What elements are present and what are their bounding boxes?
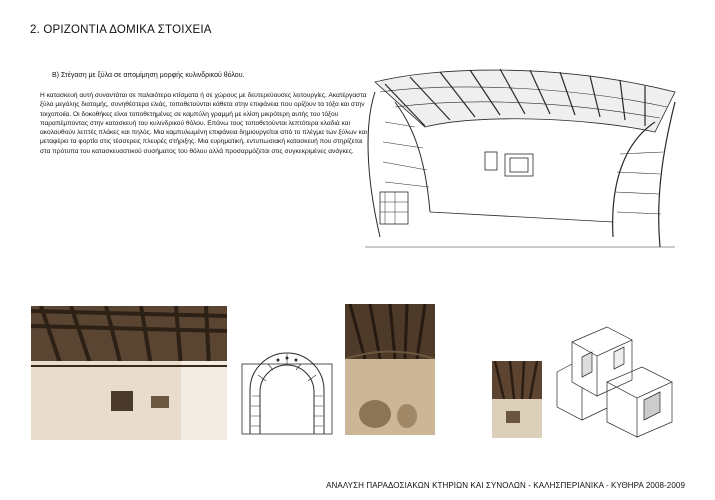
arch-elevation-drawing [238, 350, 336, 436]
photo-timber-detail [492, 361, 542, 438]
page-title: 2. ΟΡΙΖΟΝΤΙΑ ΔΟΜΙΚΑ ΣΤΟΙΧΕΙΑ [30, 24, 212, 36]
photo-vault-jars [345, 304, 435, 435]
page-footer: ΑΝΑΛΥΣΗ ΠΑΡΑΔΟΣΙΑΚΩΝ ΚΤΗΡΙΩΝ ΚΑΙ ΣΥΝΟΛΩΝ - ΚΑΛΗΣΠΕΡΙΑΝΙΚΑ - ΚΥΘΗΡΑ 2008-2009 [326, 481, 685, 490]
description-paragraph: Η κατασκευή αυτή συναντάται σε παλαιότερα κτίσματα ή σε χώρους με δευτερεύουσες λειτουργίες. Ακατέργαστα ξύλα μεγάλης διατομής, συνηθέστερα ελιάς, τοποθετούνται κάθετα στην επιφάνεια που ορίζουν τα τόξα και στην τοιχοποιία. Οι δοκοθήκες είναι τοποθετημένες σε καμπύλη γραμμή με κλίση μικρότερη αυτής του τόξου παραπέμποντας στην κατασκευή του κυλινδρικού θόλου. Επάνω τους τοποθετούνται λεπτότερα κλαδιά και ακολουθούν λεπτές πλάκες και πηλός. Μια καμπυλωμένη επιφάνεια δημιουργείται από το πλέγμα των ξύλων και μεταφέρει τα φορτία στις τέσσερεις πλευρές στήριξης. Μια ευρηματική, εντυπωσιακή κατασκευή που στηρίζεται στα πρότυπα του κατασκευαστικού συσήματος του θόλου αλλά προσαρμόζεται στις συγκεκριμένες ανάγκες. [40, 92, 368, 155]
vault-interior-sketch [355, 62, 690, 252]
axonometric-drawing [552, 312, 684, 442]
photo-ceiling-corner [31, 306, 227, 440]
section-subheading: Β) Στέγαση με ξύλα σε απομίμηση μορφής κυλινδρικού θόλου. [52, 72, 245, 79]
